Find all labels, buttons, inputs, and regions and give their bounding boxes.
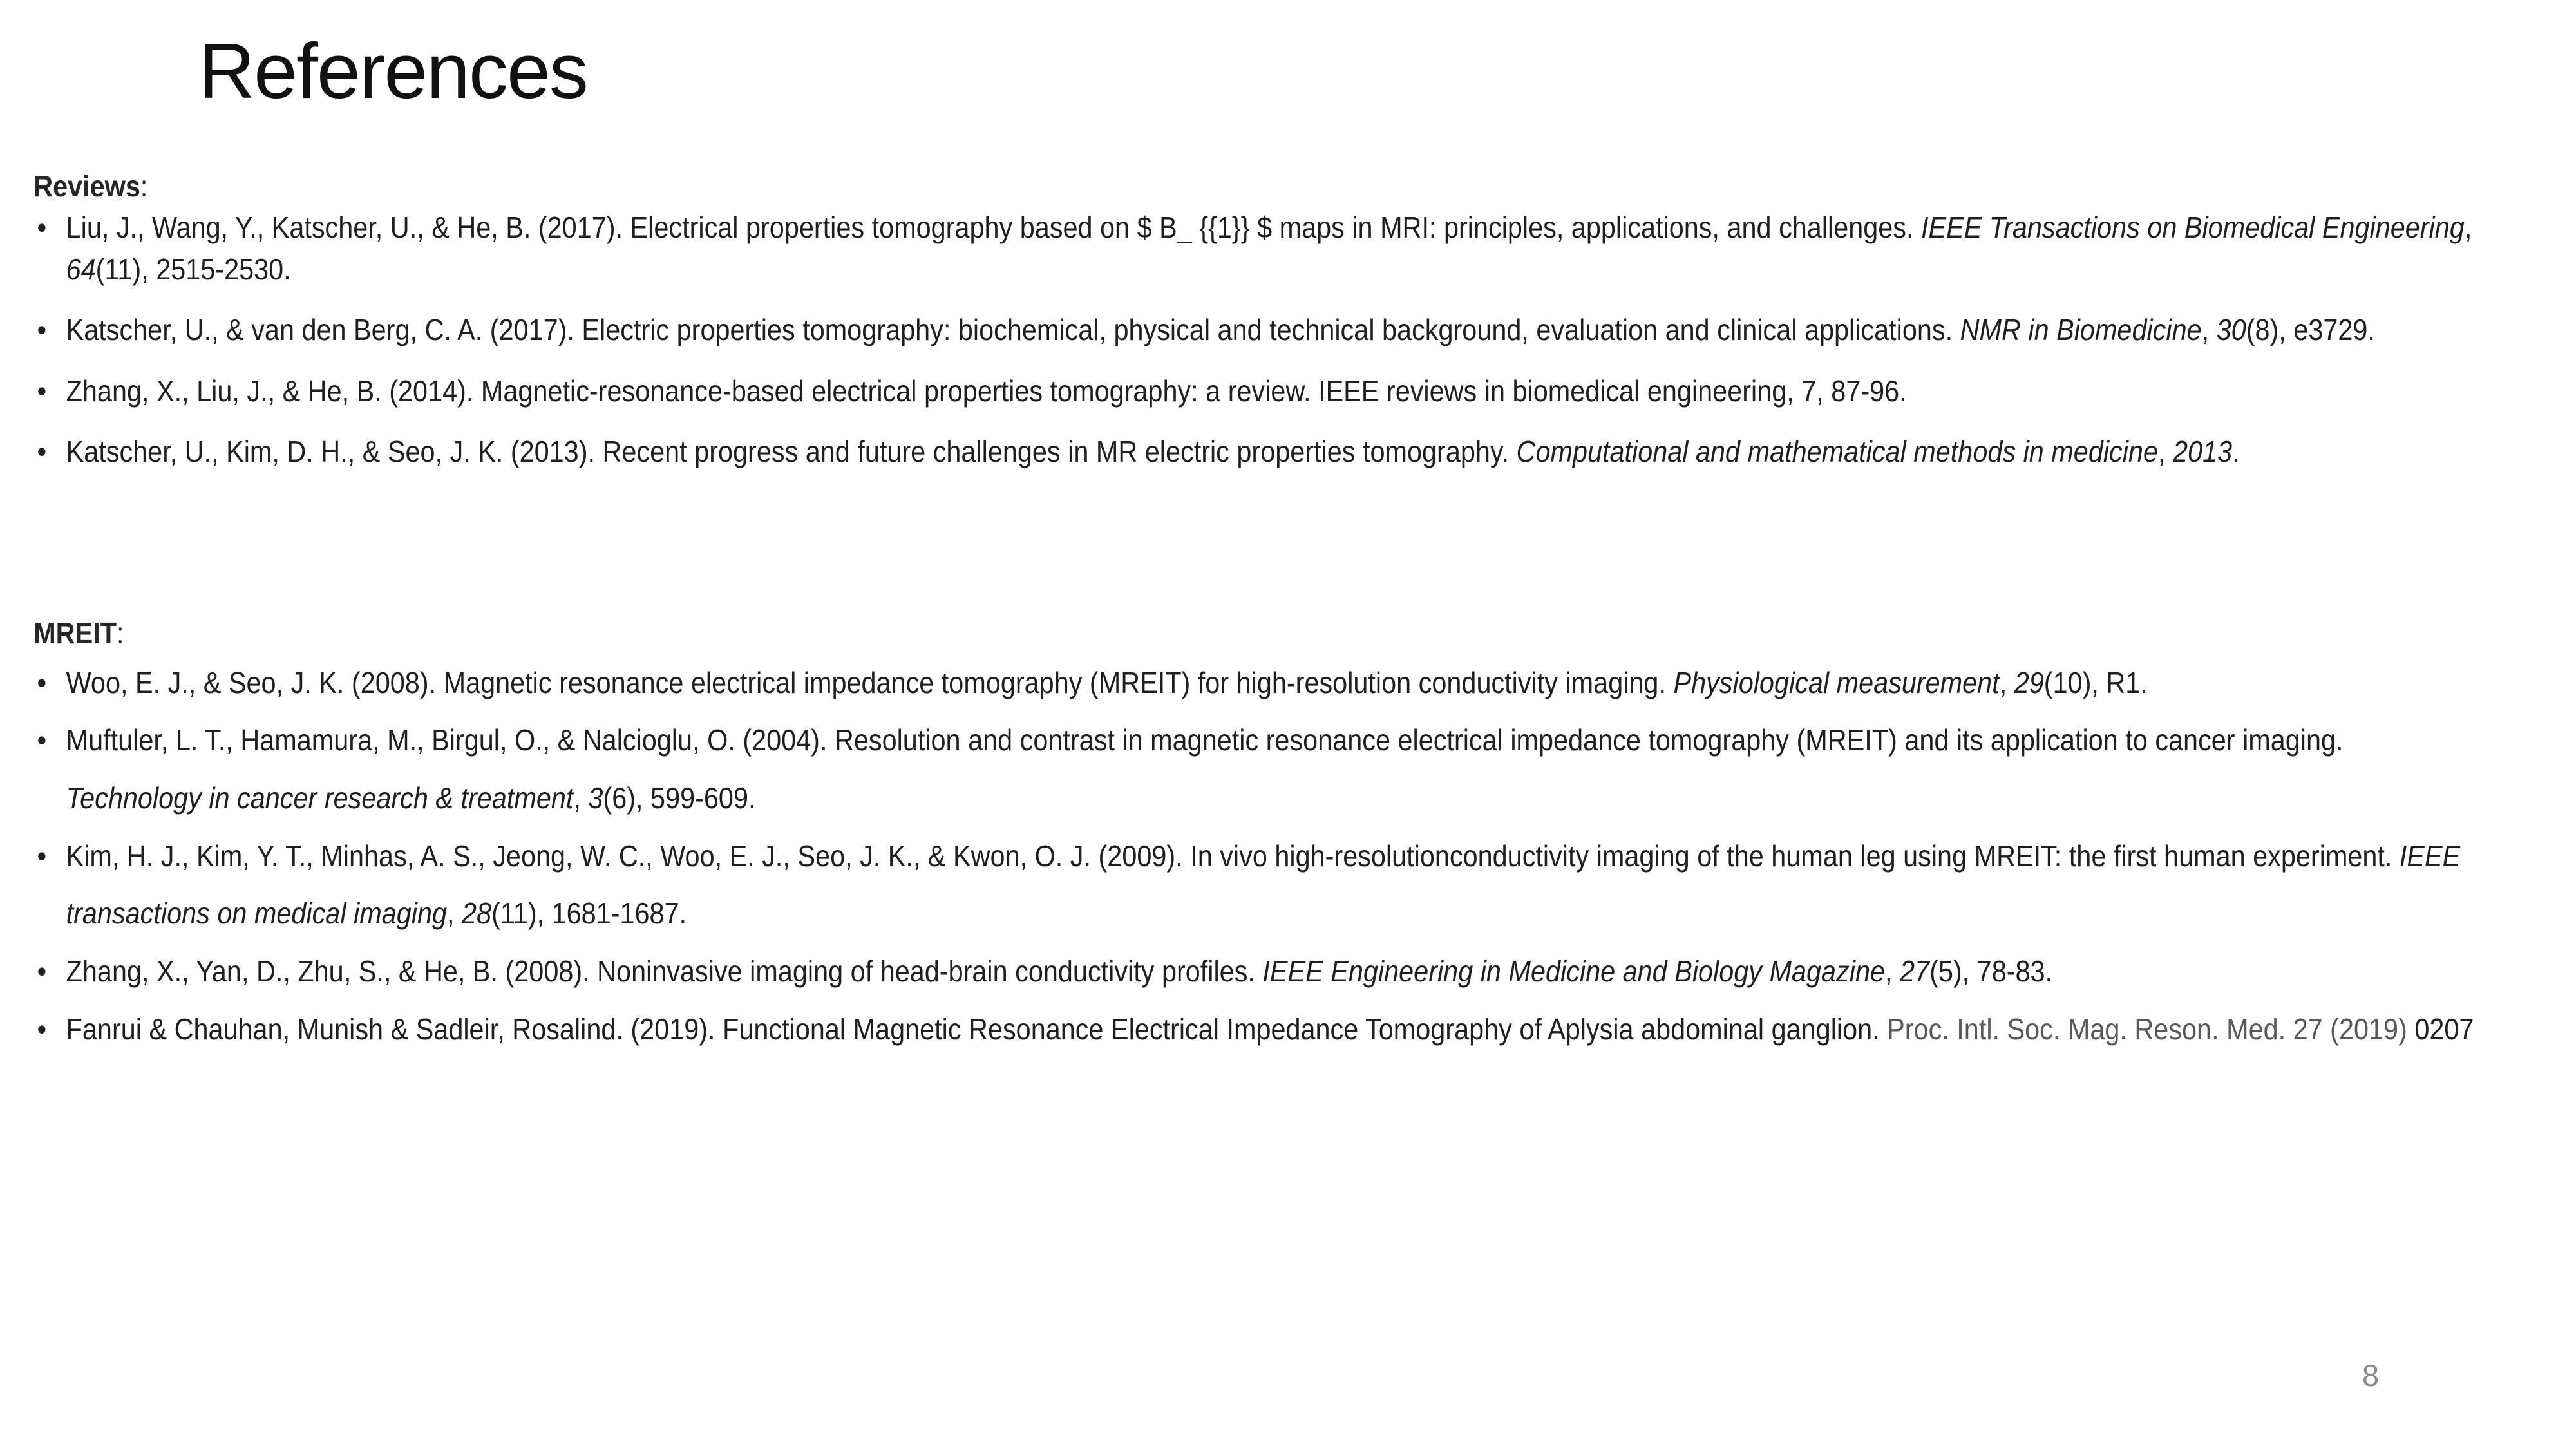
reference-segment: , (2201, 313, 2217, 347)
reference-segment: Woo, E. J., & Seo, J. K. (2008). Magnetic resonance electrical impedance tomography (MREIT) for high-resolution conductivity imaging. (66, 665, 1674, 699)
reference-item (33, 654, 2481, 712)
reference-segment: Muftuler, L. T., Hamamura, M., Birgul, O., & Nalcioglu, O. (2004). Resolution and contrast in magnetic resonance electrical impedance tomography (MREIT) and its application to cancer imaging. (66, 723, 2344, 757)
reference-segment: 27 (1900, 954, 1930, 989)
reference-segment: 3 (588, 781, 603, 815)
reference-segment: . (2232, 434, 2240, 468)
reference-text (66, 954, 2052, 988)
reference-segment: Katscher, U., & van den Berg, C. A. (2017). Electric properties tomography: biochemical, physical and technical background, evaluation and clinical applications. (66, 313, 1960, 347)
reference-segment: (5), 78-83. (1929, 954, 2053, 989)
bullet-icon: • (37, 434, 47, 468)
bullet-icon: • (37, 374, 47, 408)
section-heading-mreit (33, 612, 2481, 654)
bullet-icon: • (37, 665, 47, 699)
reference-item (33, 207, 2481, 290)
reference-text (66, 666, 2148, 699)
reference-text (66, 839, 2461, 931)
reference-segment: (6), 599-609. (603, 781, 756, 815)
reference-item (33, 712, 2481, 827)
reference-segment: 29 (2014, 665, 2044, 699)
reference-segment: 64 (66, 252, 96, 286)
reference-text (66, 211, 2472, 285)
reference-segment: (8), e3729. (2246, 313, 2375, 347)
reference-segment: NMR in Biomedicine (1960, 313, 2202, 347)
reference-segment: Physiological measurement (1673, 665, 2000, 699)
section-heading-label: MREIT (33, 616, 117, 650)
bullet-icon: • (37, 954, 47, 989)
bullet-icon: • (37, 723, 47, 757)
bullet-icon: • (37, 1012, 47, 1046)
reference-segment: , (573, 781, 589, 815)
reference-segment: 2013 (2172, 434, 2233, 468)
reference-segment: Zhang, X., Yan, D., Zhu, S., & He, B. (2008). Noninvasive imaging of head-brain conductivity profiles. (66, 954, 1263, 989)
reference-item (33, 828, 2481, 943)
reference-segment: , (1999, 665, 2014, 699)
references-content (0, 145, 2481, 1059)
reference-segment: Liu, J., Wang, Y., Katscher, U., & He, B. (2017). Electrical properties tomography based on $ B_ {{1}} $ maps in MRI: principles, applications, and challenges. (66, 211, 1922, 245)
reference-item (33, 1001, 2481, 1059)
reference-segment: IEEE Transactions on Biomedical Engineering (1921, 211, 2465, 245)
reference-item (33, 431, 2481, 472)
section-heading-label: Reviews (33, 169, 140, 203)
reference-text (66, 313, 2375, 346)
reference-segment: , (447, 896, 462, 931)
reference-segment: , (1885, 954, 1900, 989)
reference-segment: IEEE transactions on medical imaging (66, 838, 2461, 931)
reference-text (66, 1012, 2474, 1046)
reference-segment: (10), R1. (2043, 665, 2148, 699)
reference-segment: Zhang, X., Liu, J., & He, B. (2014). Magnetic-resonance-based electrical properties tomography: a review. IEEE reviews in biomedical engineering, 7, 87-96. (66, 374, 1907, 408)
reference-segment: 0207 (2414, 1012, 2474, 1046)
reference-segment: , (2157, 434, 2173, 468)
bullet-icon: • (37, 211, 47, 245)
reference-segment: Computational and mathematical methods in medicine (1516, 434, 2158, 468)
reference-list-mreit (33, 654, 2481, 1059)
reference-segment: , (2464, 211, 2472, 245)
reference-text (66, 723, 2344, 815)
reference-segment: Fanrui & Chauhan, Munish & Sadleir, Rosalind. (2019). Functional Magnetic Resonance Electrical Impedance Tomography of Aplysia abdominal ganglion. (66, 1012, 1888, 1046)
reference-text (66, 435, 2240, 468)
reference-segment: Katscher, U., Kim, D. H., & Seo, J. K. (2013). Recent progress and future challenges in MR electric properties tomography. (66, 434, 1517, 468)
page-number: 8 (2362, 1358, 2380, 1392)
reference-segment: Kim, H. J., Kim, Y. T., Minhas, A. S., Jeong, W. C., Woo, E. J., Seo, J. K., & Kwon, O. J. (2009). In vivo high-resolutionconductivity imaging of the human leg using MREIT: the first human experiment. (66, 838, 2400, 873)
reference-item (33, 370, 2481, 412)
reference-segment: 30 (2216, 313, 2246, 347)
reference-list-reviews (33, 207, 2481, 472)
reference-item (33, 309, 2481, 350)
reference-segment: IEEE Engineering in Medicine and Biology Magazine (1262, 954, 1886, 989)
reference-segment: (11), 1681-1687. (491, 896, 687, 931)
section-heading-colon: : (140, 169, 148, 203)
reference-segment: (11), 2515-2530. (95, 252, 291, 286)
reference-segment: 28 (462, 896, 492, 931)
reference-text (66, 374, 1907, 408)
bullet-icon: • (37, 313, 47, 347)
section-heading-colon: : (116, 616, 124, 650)
reference-item (33, 943, 2481, 1001)
reference-segment: Proc. Intl. Soc. Mag. Reson. Med. 27 (2019) (1887, 1012, 2415, 1046)
reference-segment: Technology in cancer research & treatment (66, 781, 574, 815)
section-heading-reviews (33, 166, 2481, 207)
page-title: References (198, 27, 587, 115)
bullet-icon: • (37, 838, 47, 873)
